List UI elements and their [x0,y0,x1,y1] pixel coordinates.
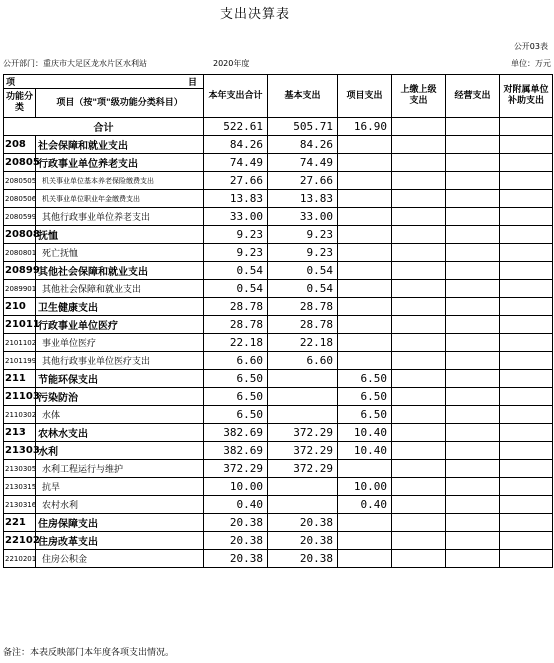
row-name: 水体 [36,406,204,424]
row-basic [268,496,338,514]
row-project: 6.50 [338,370,392,388]
row-name: 农村水利 [36,496,204,514]
table-row [4,352,553,370]
row-total: 28.78 [204,298,268,316]
row-total: 20.38 [204,514,268,532]
row-remit [392,334,446,352]
row-total: 20.38 [204,532,268,550]
row-total: 6.50 [204,406,268,424]
row-subsidy [500,298,553,316]
header-item-name: 项目（按"项"级功能分类科目） [36,89,204,118]
table-row [4,514,553,532]
row-basic: 9.23 [268,226,338,244]
row-remit [392,172,446,190]
row-operating [446,442,500,460]
row-operating [446,262,500,280]
row-operating [446,352,500,370]
row-name: 污染防治 [36,388,204,406]
row-subsidy [500,478,553,496]
table-row [4,190,553,208]
total-label: 合计 [4,118,204,136]
header-item-end: 目 [188,78,198,88]
row-remit [392,514,446,532]
row-name: 卫生健康支出 [36,298,204,316]
table-row [4,280,553,298]
row-code: 2130305 [4,460,36,478]
row-name: 其他社会保障和就业支出 [36,262,204,280]
row-remit [392,190,446,208]
table-row [4,154,553,172]
row-basic: 22.18 [268,334,338,352]
row-basic: 372.29 [268,460,338,478]
row-code: 20899 [4,262,36,280]
row-code: 2080506 [4,190,36,208]
header-row-1 [4,75,553,89]
table-row [4,496,553,514]
row-code: 21011 [4,316,36,334]
row-name: 住房公积金 [36,550,204,568]
row-project [338,226,392,244]
row-name: 其他行政事业单位医疗支出 [36,352,204,370]
row-operating [446,208,500,226]
row-basic: 9.23 [268,244,338,262]
row-project [338,154,392,172]
row-remit [392,532,446,550]
header-item-cell [4,75,204,89]
row-code: 2089901 [4,280,36,298]
row-code: 2101199 [4,352,36,370]
table-row [4,316,553,334]
row-name: 死亡抚恤 [36,244,204,262]
row-total: 84.26 [204,136,268,154]
table-row [4,262,553,280]
table-row [4,136,553,154]
row-project [338,208,392,226]
row-basic: 84.26 [268,136,338,154]
row-operating [446,334,500,352]
table-row [4,334,553,352]
footnote: 备注：本表反映部门本年度各项支出情况。 [3,648,175,658]
row-subsidy [500,172,553,190]
row-total: 372.29 [204,460,268,478]
row-total: 6.60 [204,352,268,370]
table-row [4,370,553,388]
row-code: 2080505 [4,172,36,190]
table-row [4,424,553,442]
row-basic: 20.38 [268,532,338,550]
row-operating [446,136,500,154]
row-subsidy [500,352,553,370]
row-operating [446,514,500,532]
row-operating [446,280,500,298]
expenditure-table [3,74,553,568]
header-subsidy-expenditure: 对附属单位补助支出 [500,75,553,118]
header-basic-expenditure: 基本支出 [268,75,338,118]
row-subsidy [500,370,553,388]
row-code: 2130316 [4,496,36,514]
row-name: 住房保障支出 [36,514,204,532]
row-operating [446,244,500,262]
table-row [4,460,553,478]
unit-label: 单位：万元 [511,59,551,68]
table-row [4,442,553,460]
row-basic: 0.54 [268,280,338,298]
row-basic: 372.29 [268,442,338,460]
row-project [338,514,392,532]
row-remit [392,262,446,280]
row-total: 9.23 [204,244,268,262]
row-remit [392,208,446,226]
row-project [338,334,392,352]
header-func-class: 功能分类 [4,89,36,118]
header-total-expenditure: 本年支出合计 [204,75,268,118]
table-row [4,226,553,244]
row-total: 382.69 [204,424,268,442]
row-remit [392,244,446,262]
row-project [338,550,392,568]
row-subsidy [500,136,553,154]
row-basic [268,370,338,388]
row-total: 6.50 [204,388,268,406]
row-remit [392,136,446,154]
row-basic: 6.60 [268,352,338,370]
table-row [4,550,553,568]
row-project [338,172,392,190]
table-row [4,388,553,406]
total-total: 522.61 [204,118,268,136]
row-remit [392,460,446,478]
total-project: 16.90 [338,118,392,136]
row-basic: 28.78 [268,298,338,316]
row-code: 2080599 [4,208,36,226]
row-operating [446,460,500,478]
row-project [338,190,392,208]
row-subsidy [500,334,553,352]
row-name: 行政事业单位医疗 [36,316,204,334]
row-subsidy [500,460,553,478]
row-operating [446,496,500,514]
row-code: 20805 [4,154,36,172]
row-remit [392,388,446,406]
row-total: 0.54 [204,262,268,280]
row-basic [268,406,338,424]
row-project: 6.50 [338,406,392,424]
row-name: 抚恤 [36,226,204,244]
row-remit [392,316,446,334]
year-label: 2020年度 [213,59,250,68]
total-remit [392,118,446,136]
row-total: 9.23 [204,226,268,244]
row-operating [446,532,500,550]
row-remit [392,370,446,388]
row-remit [392,298,446,316]
row-remit [392,550,446,568]
row-project: 6.50 [338,388,392,406]
table-row [4,406,553,424]
row-name: 水利 [36,442,204,460]
row-operating [446,154,500,172]
row-project: 10.40 [338,442,392,460]
row-code: 221 [4,514,36,532]
row-total: 74.49 [204,154,268,172]
row-subsidy [500,496,553,514]
row-operating [446,478,500,496]
row-total: 22.18 [204,334,268,352]
row-subsidy [500,388,553,406]
row-remit [392,154,446,172]
title-text: 支出决算表 [219,7,290,22]
row-code: 210 [4,298,36,316]
row-name: 其他社会保障和就业支出 [36,280,204,298]
table-row [4,244,553,262]
row-name: 社会保障和就业支出 [36,136,204,154]
row-name: 住房改革支出 [36,532,204,550]
row-subsidy [500,262,553,280]
row-code: 213 [4,424,36,442]
row-total: 13.83 [204,190,268,208]
row-name: 机关事业单位职业年金缴费支出 [36,190,204,208]
row-basic: 13.83 [268,190,338,208]
row-subsidy [500,208,553,226]
row-name: 水利工程运行与维护 [36,460,204,478]
row-name: 其他行政事业单位养老支出 [36,208,204,226]
row-subsidy [500,316,553,334]
row-subsidy [500,424,553,442]
row-total: 382.69 [204,442,268,460]
row-name: 抗旱 [36,478,204,496]
row-total: 20.38 [204,550,268,568]
row-name: 行政事业单位养老支出 [36,154,204,172]
row-operating [446,388,500,406]
page-title [0,3,554,22]
row-project: 10.40 [338,424,392,442]
row-project [338,298,392,316]
row-total: 10.00 [204,478,268,496]
row-basic: 33.00 [268,208,338,226]
row-project [338,280,392,298]
row-basic: 27.66 [268,172,338,190]
row-subsidy [500,550,553,568]
row-subsidy [500,532,553,550]
table-row [4,298,553,316]
row-code: 208 [4,136,36,154]
row-subsidy [500,280,553,298]
table-row [4,532,553,550]
header-operating-expenditure: 经营支出 [446,75,500,118]
row-operating [446,370,500,388]
row-remit [392,478,446,496]
row-code: 22102 [4,532,36,550]
total-subsidy [500,118,553,136]
row-project [338,352,392,370]
row-code: 2101102 [4,334,36,352]
row-project [338,244,392,262]
row-project [338,262,392,280]
row-name: 节能环保支出 [36,370,204,388]
row-basic [268,478,338,496]
row-subsidy [500,244,553,262]
total-row [4,118,553,136]
row-subsidy [500,190,553,208]
row-project: 10.00 [338,478,392,496]
row-project [338,532,392,550]
row-total: 0.40 [204,496,268,514]
header-remit-expenditure: 上缴上级支出 [392,75,446,118]
row-subsidy [500,514,553,532]
total-basic: 505.71 [268,118,338,136]
row-basic: 20.38 [268,514,338,532]
row-remit [392,280,446,298]
table-row [4,208,553,226]
header-item: 项 [6,78,16,88]
row-operating [446,424,500,442]
row-code: 2080801 [4,244,36,262]
row-code: 2130315 [4,478,36,496]
row-basic [268,388,338,406]
row-code: 20808 [4,226,36,244]
row-name: 机关事业单位基本养老保险缴费支出 [36,172,204,190]
row-operating [446,406,500,424]
row-name: 事业单位医疗 [36,334,204,352]
row-project: 0.40 [338,496,392,514]
row-code: 2210201 [4,550,36,568]
row-basic: 20.38 [268,550,338,568]
row-total: 0.54 [204,280,268,298]
row-remit [392,352,446,370]
row-operating [446,226,500,244]
table-row [4,172,553,190]
row-operating [446,316,500,334]
row-remit [392,226,446,244]
row-remit [392,442,446,460]
row-total: 27.66 [204,172,268,190]
form-number: 公开03表 [513,42,548,51]
row-code: 211 [4,370,36,388]
row-remit [392,496,446,514]
row-basic: 74.49 [268,154,338,172]
row-name: 农林水支出 [36,424,204,442]
total-operating [446,118,500,136]
row-total: 28.78 [204,316,268,334]
row-basic: 28.78 [268,316,338,334]
row-operating [446,172,500,190]
row-basic: 372.29 [268,424,338,442]
row-subsidy [500,226,553,244]
meta-line [3,58,551,70]
row-total: 6.50 [204,370,268,388]
row-remit [392,424,446,442]
row-total: 33.00 [204,208,268,226]
row-subsidy [500,442,553,460]
row-basic: 0.54 [268,262,338,280]
row-operating [446,550,500,568]
row-operating [446,298,500,316]
row-subsidy [500,154,553,172]
row-subsidy [500,406,553,424]
table-row [4,478,553,496]
header-project-expenditure: 项目支出 [338,75,392,118]
row-code: 21103 [4,388,36,406]
row-code: 2110302 [4,406,36,424]
department-label: 公开部门：重庆市大足区龙水片区水利站 [3,59,147,68]
row-project [338,136,392,154]
row-remit [392,406,446,424]
row-operating [446,190,500,208]
row-project [338,316,392,334]
row-code: 21303 [4,442,36,460]
row-project [338,460,392,478]
